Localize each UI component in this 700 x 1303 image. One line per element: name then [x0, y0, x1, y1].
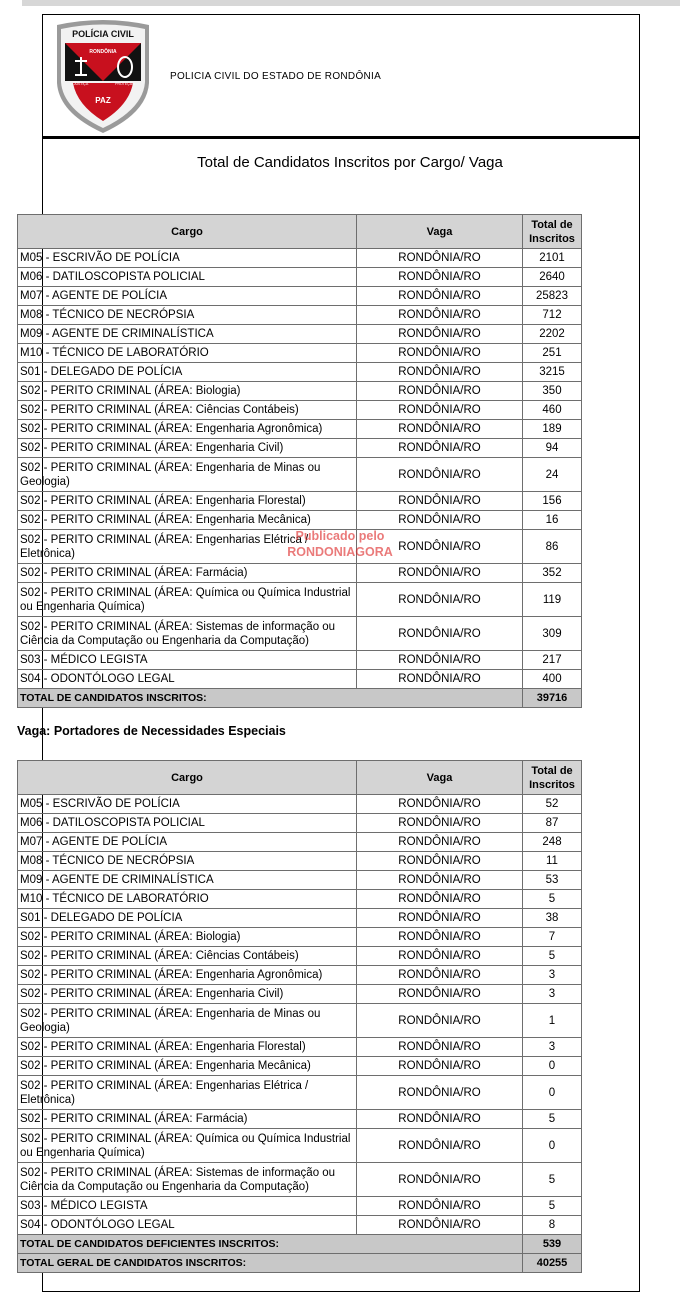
table-row [18, 795, 582, 814]
cell-cargo: S02 - PERITO CRIMINAL (ÁREA: Ciências Contábeis) [18, 401, 357, 420]
watermark-line: RONDONIAGORA [287, 545, 393, 559]
cell-cargo: S02 - PERITO CRIMINAL (ÁREA: Engenharia Florestal) [18, 1038, 357, 1057]
table-row [18, 583, 582, 617]
cell-vaga: RONDÔNIA/RO [357, 511, 523, 530]
police-badge-logo [51, 17, 155, 135]
total-label: TOTAL DE CANDIDATOS DEFICIENTES INSCRITOS: [18, 1235, 523, 1254]
cell-cargo: S02 - PERITO CRIMINAL (ÁREA: Engenharia Agronômica) [18, 420, 357, 439]
cell-vaga: RONDÔNIA/RO [357, 1216, 523, 1235]
cell-cargo: M05 - ESCRIVÃO DE POLÍCIA [18, 249, 357, 268]
table-row [18, 306, 582, 325]
cell-cargo: S02 - PERITO CRIMINAL (ÁREA: Farmácia) [18, 1110, 357, 1129]
cell-total: 86 [523, 530, 582, 564]
table-row [18, 1004, 582, 1038]
table-row [18, 492, 582, 511]
svg-text:PAZ: PAZ [95, 96, 111, 105]
cell-vaga: RONDÔNIA/RO [357, 814, 523, 833]
cell-vaga: RONDÔNIA/RO [357, 306, 523, 325]
column-header-cargo: Cargo [18, 761, 357, 795]
cell-cargo: S02 - PERITO CRIMINAL (ÁREA: Sistemas de informação ou Ciência da Computação ou Engenharia da Computação) [18, 617, 357, 651]
cell-vaga: RONDÔNIA/RO [357, 583, 523, 617]
total-value: 539 [523, 1235, 582, 1254]
cell-total: 53 [523, 871, 582, 890]
cell-vaga: RONDÔNIA/RO [357, 617, 523, 651]
table-row [18, 966, 582, 985]
cell-total: 2202 [523, 325, 582, 344]
cell-cargo: S02 - PERITO CRIMINAL (ÁREA: Engenharia Florestal) [18, 492, 357, 511]
cell-vaga: RONDÔNIA/RO [357, 1076, 523, 1110]
cell-vaga: RONDÔNIA/RO [357, 1004, 523, 1038]
cell-total: 25823 [523, 287, 582, 306]
table-row [18, 1076, 582, 1110]
cell-total: 3215 [523, 363, 582, 382]
cell-total: 3 [523, 1038, 582, 1057]
cell-total: 352 [523, 564, 582, 583]
cell-vaga: RONDÔNIA/RO [357, 909, 523, 928]
cell-total: 350 [523, 382, 582, 401]
cell-cargo: S03 - MÉDICO LEGISTA [18, 651, 357, 670]
cell-cargo: S02 - PERITO CRIMINAL (ÁREA: Farmácia) [18, 564, 357, 583]
cell-vaga: RONDÔNIA/RO [357, 1110, 523, 1129]
cell-cargo: S02 - PERITO CRIMINAL (ÁREA: Química ou Química Industrial ou Engenharia Química) [18, 583, 357, 617]
total-label: TOTAL DE CANDIDATOS INSCRITOS: [18, 689, 523, 708]
cell-vaga: RONDÔNIA/RO [357, 1163, 523, 1197]
cell-cargo: S02 - PERITO CRIMINAL (ÁREA: Engenharia Agronômica) [18, 966, 357, 985]
total-label: TOTAL GERAL DE CANDIDATOS INSCRITOS: [18, 1254, 523, 1273]
cell-cargo: M05 - ESCRIVÃO DE POLÍCIA [18, 795, 357, 814]
total-row [18, 1235, 582, 1254]
table-row [18, 564, 582, 583]
table-row [18, 947, 582, 966]
table-header-row [18, 761, 582, 795]
cell-cargo: S02 - PERITO CRIMINAL (ÁREA: Engenharia Mecânica) [18, 1057, 357, 1076]
cell-total: 2101 [523, 249, 582, 268]
grand-total-row [18, 1254, 582, 1273]
total-value: 39716 [523, 689, 582, 708]
table-row [18, 1110, 582, 1129]
cell-vaga: RONDÔNIA/RO [357, 458, 523, 492]
watermark-line: Publicado pelo [295, 529, 385, 543]
cell-vaga: RONDÔNIA/RO [357, 268, 523, 287]
column-header-total: Total de Inscritos [523, 215, 582, 249]
cell-cargo: S04 - ODONTÓLOGO LEGAL [18, 670, 357, 689]
cell-cargo: M08 - TÉCNICO DE NECRÓPSIA [18, 852, 357, 871]
total-value: 40255 [523, 1254, 582, 1273]
table-row [18, 1163, 582, 1197]
cell-total: 3 [523, 985, 582, 1004]
cell-cargo: S02 - PERITO CRIMINAL (ÁREA: Engenharia Civil) [18, 985, 357, 1004]
cell-cargo: S02 - PERITO CRIMINAL (ÁREA: Engenharia Mecânica) [18, 511, 357, 530]
table-row [18, 268, 582, 287]
cell-total: 38 [523, 909, 582, 928]
cell-vaga: RONDÔNIA/RO [357, 363, 523, 382]
cell-vaga: RONDÔNIA/RO [357, 1129, 523, 1163]
cell-cargo: S02 - PERITO CRIMINAL (ÁREA: Engenharia Civil) [18, 439, 357, 458]
top-gray-bar [22, 0, 680, 6]
table-header-row [18, 215, 582, 249]
cell-total: 189 [523, 420, 582, 439]
cell-vaga: RONDÔNIA/RO [357, 833, 523, 852]
cell-total: 5 [523, 947, 582, 966]
cell-total: 24 [523, 458, 582, 492]
cell-cargo: S03 - MÉDICO LEGISTA [18, 1197, 357, 1216]
cell-cargo: S04 - ODONTÓLOGO LEGAL [18, 1216, 357, 1235]
table-row [18, 651, 582, 670]
cell-vaga: RONDÔNIA/RO [357, 1038, 523, 1057]
table-row [18, 928, 582, 947]
table-row [18, 985, 582, 1004]
svg-text:RONDÔNIA: RONDÔNIA [89, 49, 117, 55]
candidates-table [17, 214, 582, 708]
cell-total: 8 [523, 1216, 582, 1235]
cell-cargo: M10 - TÉCNICO DE LABORATÓRIO [18, 890, 357, 909]
cell-total: 119 [523, 583, 582, 617]
column-header-total: Total de Inscritos [523, 761, 582, 795]
cell-cargo: S02 - PERITO CRIMINAL (ÁREA: Biologia) [18, 382, 357, 401]
cell-total: 5 [523, 1110, 582, 1129]
cell-total: 251 [523, 344, 582, 363]
cell-vaga: RONDÔNIA/RO [357, 852, 523, 871]
cell-cargo: S02 - PERITO CRIMINAL (ÁREA: Ciências Contábeis) [18, 947, 357, 966]
cell-total: 248 [523, 833, 582, 852]
table-row [18, 344, 582, 363]
table-row [18, 325, 582, 344]
cell-cargo: M09 - AGENTE DE CRIMINALÍSTICA [18, 325, 357, 344]
cell-total: 16 [523, 511, 582, 530]
cell-total: 217 [523, 651, 582, 670]
cell-vaga: RONDÔNIA/RO [357, 928, 523, 947]
table-row [18, 1197, 582, 1216]
cell-total: 3 [523, 966, 582, 985]
table-row [18, 420, 582, 439]
cell-cargo: S02 - PERITO CRIMINAL (ÁREA: Sistemas de informação ou Ciência da Computação ou Engenharia da Computação) [18, 1163, 357, 1197]
cell-vaga: RONDÔNIA/RO [357, 795, 523, 814]
cell-total: 5 [523, 1163, 582, 1197]
watermark [280, 528, 400, 560]
special-needs-table [17, 760, 582, 1273]
cell-vaga: RONDÔNIA/RO [357, 325, 523, 344]
cell-total: 0 [523, 1057, 582, 1076]
cell-vaga: RONDÔNIA/RO [357, 420, 523, 439]
cell-cargo: S02 - PERITO CRIMINAL (ÁREA: Biologia) [18, 928, 357, 947]
cell-total: 1 [523, 1004, 582, 1038]
cell-cargo: S01 - DELEGADO DE POLÍCIA [18, 363, 357, 382]
cell-cargo: M06 - DATILOSCOPISTA POLICIAL [18, 814, 357, 833]
table-row [18, 1038, 582, 1057]
column-header-cargo: Cargo [18, 215, 357, 249]
cell-total: 156 [523, 492, 582, 511]
column-header-vaga: Vaga [357, 761, 523, 795]
cell-vaga: RONDÔNIA/RO [357, 651, 523, 670]
svg-text:POLÍCIA CIVIL: POLÍCIA CIVIL [72, 29, 134, 39]
table-row [18, 852, 582, 871]
cell-vaga: RONDÔNIA/RO [357, 249, 523, 268]
cell-vaga: RONDÔNIA/RO [357, 401, 523, 420]
table-row [18, 363, 582, 382]
section-subtitle: Vaga: Portadores de Necessidades Especiais [17, 724, 286, 738]
cell-total: 712 [523, 306, 582, 325]
cell-vaga: RONDÔNIA/RO [357, 564, 523, 583]
svg-text:JUSTIÇA: JUSTIÇA [73, 82, 89, 86]
table-row [18, 833, 582, 852]
table-row [18, 1216, 582, 1235]
cell-total: 7 [523, 928, 582, 947]
header [43, 15, 639, 139]
table-row [18, 617, 582, 651]
cell-cargo: S01 - DELEGADO DE POLÍCIA [18, 909, 357, 928]
cell-total: 460 [523, 401, 582, 420]
cell-vaga: RONDÔNIA/RO [357, 439, 523, 458]
cell-cargo: S02 - PERITO CRIMINAL (ÁREA: Engenharia de Minas ou Geologia) [18, 1004, 357, 1038]
cell-vaga: RONDÔNIA/RO [357, 287, 523, 306]
table-row [18, 511, 582, 530]
cell-vaga: RONDÔNIA/RO [357, 492, 523, 511]
cell-cargo: S02 - PERITO CRIMINAL (ÁREA: Engenharias Elétrica / Eletrônica) [18, 530, 357, 564]
cell-cargo: S02 - PERITO CRIMINAL (ÁREA: Engenharias Elétrica / Eletrônica) [18, 1076, 357, 1110]
table-row [18, 890, 582, 909]
cell-total: 87 [523, 814, 582, 833]
cell-total: 52 [523, 795, 582, 814]
column-header-vaga: Vaga [357, 215, 523, 249]
total-row [18, 689, 582, 708]
cell-vaga: RONDÔNIA/RO [357, 871, 523, 890]
cell-total: 11 [523, 852, 582, 871]
svg-text:PROTEÇÃO: PROTEÇÃO [115, 82, 135, 86]
table-row [18, 1057, 582, 1076]
table-row [18, 814, 582, 833]
cell-total: 94 [523, 439, 582, 458]
table-row [18, 287, 582, 306]
cell-vaga: RONDÔNIA/RO [357, 966, 523, 985]
cell-vaga: RONDÔNIA/RO [357, 947, 523, 966]
table-row [18, 439, 582, 458]
table-row [18, 871, 582, 890]
table-row [18, 458, 582, 492]
cell-cargo: M10 - TÉCNICO DE LABORATÓRIO [18, 344, 357, 363]
table-row [18, 249, 582, 268]
table-row [18, 401, 582, 420]
cell-vaga: RONDÔNIA/RO [357, 344, 523, 363]
page-title: Total de Candidatos Inscritos por Cargo/ Vaga [197, 154, 503, 171]
cell-total: 5 [523, 1197, 582, 1216]
cell-total: 400 [523, 670, 582, 689]
cell-cargo: M07 - AGENTE DE POLÍCIA [18, 833, 357, 852]
table-row [18, 1129, 582, 1163]
cell-total: 309 [523, 617, 582, 651]
cell-total: 0 [523, 1076, 582, 1110]
table-row [18, 382, 582, 401]
cell-cargo: S02 - PERITO CRIMINAL (ÁREA: Engenharia de Minas ou Geologia) [18, 458, 357, 492]
cell-total: 2640 [523, 268, 582, 287]
cell-vaga: RONDÔNIA/RO [357, 670, 523, 689]
cell-vaga: RONDÔNIA/RO [357, 530, 523, 564]
cell-cargo: M06 - DATILOSCOPISTA POLICIAL [18, 268, 357, 287]
cell-cargo: M09 - AGENTE DE CRIMINALÍSTICA [18, 871, 357, 890]
cell-cargo: M07 - AGENTE DE POLÍCIA [18, 287, 357, 306]
cell-total: 5 [523, 890, 582, 909]
cell-vaga: RONDÔNIA/RO [357, 382, 523, 401]
cell-vaga: RONDÔNIA/RO [357, 985, 523, 1004]
cell-vaga: RONDÔNIA/RO [357, 890, 523, 909]
organization-name: POLICIA CIVIL DO ESTADO DE RONDÔNIA [170, 71, 382, 82]
table-row [18, 909, 582, 928]
cell-vaga: RONDÔNIA/RO [357, 1057, 523, 1076]
cell-total: 0 [523, 1129, 582, 1163]
cell-vaga: RONDÔNIA/RO [357, 1197, 523, 1216]
cell-cargo: M08 - TÉCNICO DE NECRÓPSIA [18, 306, 357, 325]
cell-cargo: S02 - PERITO CRIMINAL (ÁREA: Química ou Química Industrial ou Engenharia Química) [18, 1129, 357, 1163]
table-row [18, 670, 582, 689]
